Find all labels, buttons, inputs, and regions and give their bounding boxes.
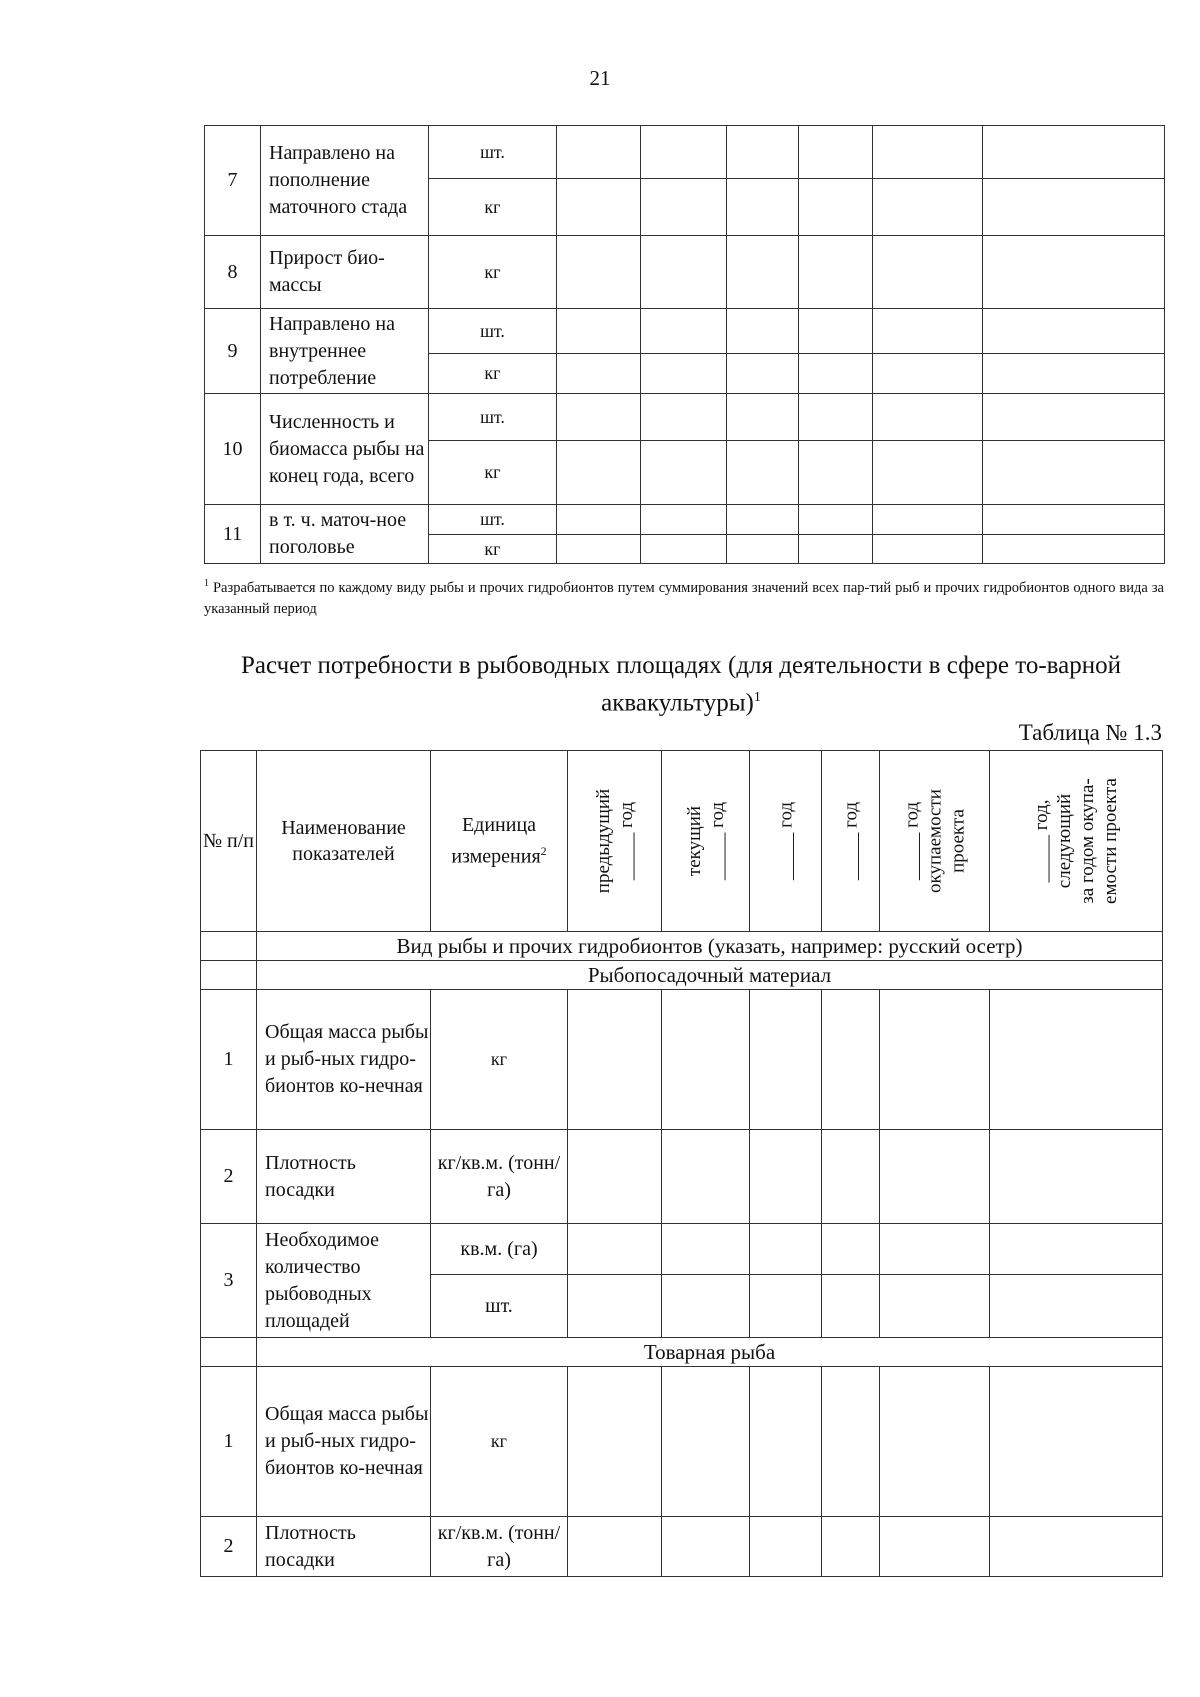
indicator-name: Численность и биомасса рыбы на конец года, всего — [261, 394, 429, 505]
section-title — [200, 650, 1162, 719]
value-cell[interactable] — [557, 126, 641, 179]
value-cell[interactable] — [557, 394, 641, 441]
value-cell[interactable] — [557, 354, 641, 394]
value-cell[interactable] — [873, 505, 983, 535]
value-cell[interactable] — [990, 1367, 1163, 1517]
value-cell[interactable] — [880, 1224, 990, 1275]
table-row — [205, 126, 1165, 179]
value-cell[interactable] — [727, 179, 799, 236]
indicator-name: Общая масса рыбы и рыб-ных гидро-бионтов ко-нечная — [257, 1367, 431, 1517]
column-header-num: № п/п — [201, 751, 257, 932]
value-cell[interactable] — [799, 236, 873, 309]
value-cell[interactable] — [641, 394, 727, 441]
value-cell[interactable] — [662, 1517, 750, 1577]
value-cell[interactable] — [990, 1275, 1163, 1338]
indicator-name: Необходимое количество рыбоводных площадей — [257, 1224, 431, 1338]
value-cell[interactable] — [799, 505, 873, 535]
table-row — [201, 1367, 1163, 1517]
value-cell[interactable] — [983, 309, 1165, 354]
row-number: 2 — [201, 1517, 257, 1577]
value-cell[interactable] — [983, 505, 1165, 535]
value-cell[interactable] — [990, 1224, 1163, 1275]
empty-cell — [201, 1338, 257, 1367]
continued-table — [204, 125, 1165, 564]
unit-cell: кг/кв.м. (тонн/га) — [431, 1130, 568, 1224]
period-label: предыдущий _____ год — [592, 788, 637, 894]
group-row — [201, 961, 1163, 990]
value-cell[interactable] — [990, 990, 1163, 1130]
value-cell[interactable] — [557, 535, 641, 564]
value-cell[interactable] — [990, 1517, 1163, 1577]
row-number: 2 — [201, 1130, 257, 1224]
table-row — [201, 1224, 1163, 1275]
column-header-name: Наименование показателей — [257, 751, 431, 932]
unit-cell: кг — [429, 179, 557, 236]
table-row — [205, 505, 1165, 535]
value-cell[interactable] — [557, 441, 641, 505]
value-cell[interactable] — [799, 354, 873, 394]
value-cell[interactable] — [822, 990, 880, 1130]
value-cell[interactable] — [822, 1367, 880, 1517]
value-cell[interactable] — [662, 990, 750, 1130]
value-cell[interactable] — [641, 179, 727, 236]
table-row — [205, 394, 1165, 441]
row-number: 1 — [201, 1367, 257, 1517]
row-number: 10 — [205, 394, 261, 505]
value-cell[interactable] — [873, 535, 983, 564]
value-cell[interactable] — [983, 441, 1165, 505]
value-cell[interactable] — [641, 236, 727, 309]
row-number: 8 — [205, 236, 261, 309]
value-cell[interactable] — [568, 1367, 662, 1517]
species-row — [201, 932, 1163, 961]
value-cell[interactable] — [557, 236, 641, 309]
value-cell[interactable] — [880, 990, 990, 1130]
value-cell[interactable] — [568, 1224, 662, 1275]
unit-cell: шт. — [429, 505, 557, 535]
column-header-unit — [431, 751, 568, 932]
value-cell[interactable] — [983, 179, 1165, 236]
species-label: Вид рыбы и прочих гидробионтов (указать, например: русский осетр) — [257, 932, 1163, 961]
value-cell[interactable] — [990, 1130, 1163, 1224]
page-number: 21 — [589, 66, 611, 90]
unit-cell: шт. — [429, 394, 557, 441]
value-cell[interactable] — [873, 354, 983, 394]
value-cell[interactable] — [750, 1517, 822, 1577]
indicator-name: Общая масса рыбы и рыб-ных гидро-бионтов ко-нечная — [257, 990, 431, 1130]
group-title: Товарная рыба — [257, 1338, 1163, 1367]
row-number: 7 — [205, 126, 261, 236]
value-cell[interactable] — [641, 126, 727, 179]
indicator-name: в т. ч. маточ-ное поголовье — [261, 505, 429, 564]
value-cell[interactable] — [873, 236, 983, 309]
value-cell[interactable] — [822, 1130, 880, 1224]
value-cell[interactable] — [750, 1224, 822, 1275]
value-cell[interactable] — [822, 1275, 880, 1338]
column-header-period — [750, 751, 822, 932]
unit-cell: кг — [429, 441, 557, 505]
value-cell[interactable] — [799, 535, 873, 564]
value-cell[interactable] — [641, 309, 727, 354]
value-cell[interactable] — [727, 441, 799, 505]
section-title-mark: 1 — [753, 690, 761, 705]
row-number: 9 — [205, 309, 261, 394]
value-cell[interactable] — [662, 1367, 750, 1517]
value-cell[interactable] — [799, 179, 873, 236]
column-header-period — [880, 751, 990, 932]
value-cell[interactable] — [727, 309, 799, 354]
value-cell[interactable] — [557, 505, 641, 535]
value-cell[interactable] — [727, 236, 799, 309]
value-cell[interactable] — [983, 394, 1165, 441]
value-cell[interactable] — [727, 535, 799, 564]
value-cell[interactable] — [799, 126, 873, 179]
footnote-mark: 1 — [204, 578, 209, 589]
table-label: Таблица № 1.3 — [1018, 720, 1162, 745]
table-row — [201, 1130, 1163, 1224]
unit-cell: шт. — [429, 126, 557, 179]
value-cell[interactable] — [557, 179, 641, 236]
period-label: _____ год — [840, 801, 861, 881]
indicator-name: Прирост био-массы — [261, 236, 429, 309]
value-cell[interactable] — [822, 1224, 880, 1275]
unit-cell: кг — [429, 354, 557, 394]
value-cell[interactable] — [799, 441, 873, 505]
value-cell[interactable] — [873, 126, 983, 179]
value-cell[interactable] — [662, 1130, 750, 1224]
value-cell[interactable] — [568, 1130, 662, 1224]
indicator-name: Направлено на пополнение маточного стада — [261, 126, 429, 236]
table-row — [201, 990, 1163, 1130]
value-cell[interactable] — [641, 505, 727, 535]
value-cell[interactable] — [880, 1367, 990, 1517]
column-header-period — [822, 751, 880, 932]
empty-cell — [201, 961, 257, 990]
table-row — [205, 236, 1165, 309]
column-header-period — [568, 751, 662, 932]
value-cell[interactable] — [799, 394, 873, 441]
value-cell[interactable] — [727, 354, 799, 394]
row-number: 3 — [201, 1224, 257, 1338]
unit-cell: шт. — [431, 1275, 568, 1338]
unit-cell: кг — [429, 236, 557, 309]
value-cell[interactable] — [568, 990, 662, 1130]
value-cell[interactable] — [873, 179, 983, 236]
table-header-row — [201, 751, 1163, 932]
value-cell[interactable] — [750, 1130, 822, 1224]
value-cell[interactable] — [880, 1517, 990, 1577]
indicator-name: Направлено на внутреннее потребление — [261, 309, 429, 394]
value-cell[interactable] — [641, 441, 727, 505]
table-row — [201, 1517, 1163, 1577]
value-cell[interactable] — [983, 126, 1165, 179]
unit-cell: кв.м. (га) — [431, 1224, 568, 1275]
value-cell[interactable] — [727, 126, 799, 179]
period-label: текущий _____ год — [683, 801, 728, 881]
footnote-text: Разрабатывается по каждому виду рыбы и прочих гидробионтов путем суммирования значений всех пар-тий рыб и прочих гидробионтов одного вида за указанный период — [204, 579, 1164, 617]
value-cell[interactable] — [662, 1275, 750, 1338]
period-label: _____ год, следующий за годом окупа- емости проекта — [1031, 778, 1121, 904]
table-row — [205, 309, 1165, 354]
empty-cell — [201, 932, 257, 961]
column-header-unit-mark: 2 — [540, 844, 547, 859]
area-requirement-table — [200, 750, 1163, 1577]
value-cell[interactable] — [750, 990, 822, 1130]
value-cell[interactable] — [983, 236, 1165, 309]
value-cell[interactable] — [750, 1275, 822, 1338]
section-title-text: Расчет потребности в рыбоводных площадях (для деятельности в сфере то-варной аквакультуры) — [241, 652, 1121, 717]
indicator-name: Плотность посадки — [257, 1517, 431, 1577]
value-cell[interactable] — [750, 1367, 822, 1517]
value-cell[interactable] — [641, 535, 727, 564]
value-cell[interactable] — [568, 1517, 662, 1577]
unit-cell: кг/кв.м. (тонн/га) — [431, 1517, 568, 1577]
indicator-name: Плотность посадки — [257, 1130, 431, 1224]
value-cell[interactable] — [557, 309, 641, 354]
row-number: 11 — [205, 505, 261, 564]
period-label: _____ год окупаемости проекта — [901, 789, 968, 893]
group-title: Рыбопосадочный материал — [257, 961, 1163, 990]
value-cell[interactable] — [873, 394, 983, 441]
value-cell[interactable] — [880, 1130, 990, 1224]
value-cell[interactable] — [873, 309, 983, 354]
column-header-period — [662, 751, 750, 932]
value-cell[interactable] — [727, 505, 799, 535]
unit-cell: кг — [431, 990, 568, 1130]
value-cell[interactable] — [641, 354, 727, 394]
period-label: _____ год — [775, 801, 796, 881]
value-cell[interactable] — [880, 1275, 990, 1338]
value-cell[interactable] — [983, 535, 1165, 564]
column-header-period — [990, 751, 1163, 932]
column-header-unit-text: Единица измерения — [451, 814, 541, 868]
value-cell[interactable] — [983, 354, 1165, 394]
value-cell[interactable] — [727, 394, 799, 441]
value-cell[interactable] — [662, 1224, 750, 1275]
footnote — [204, 573, 1164, 620]
value-cell[interactable] — [873, 441, 983, 505]
unit-cell: шт. — [429, 309, 557, 354]
value-cell[interactable] — [568, 1275, 662, 1338]
value-cell[interactable] — [799, 309, 873, 354]
row-number: 1 — [201, 990, 257, 1130]
unit-cell: кг — [431, 1367, 568, 1517]
group-row — [201, 1338, 1163, 1367]
unit-cell: кг — [429, 535, 557, 564]
value-cell[interactable] — [822, 1517, 880, 1577]
